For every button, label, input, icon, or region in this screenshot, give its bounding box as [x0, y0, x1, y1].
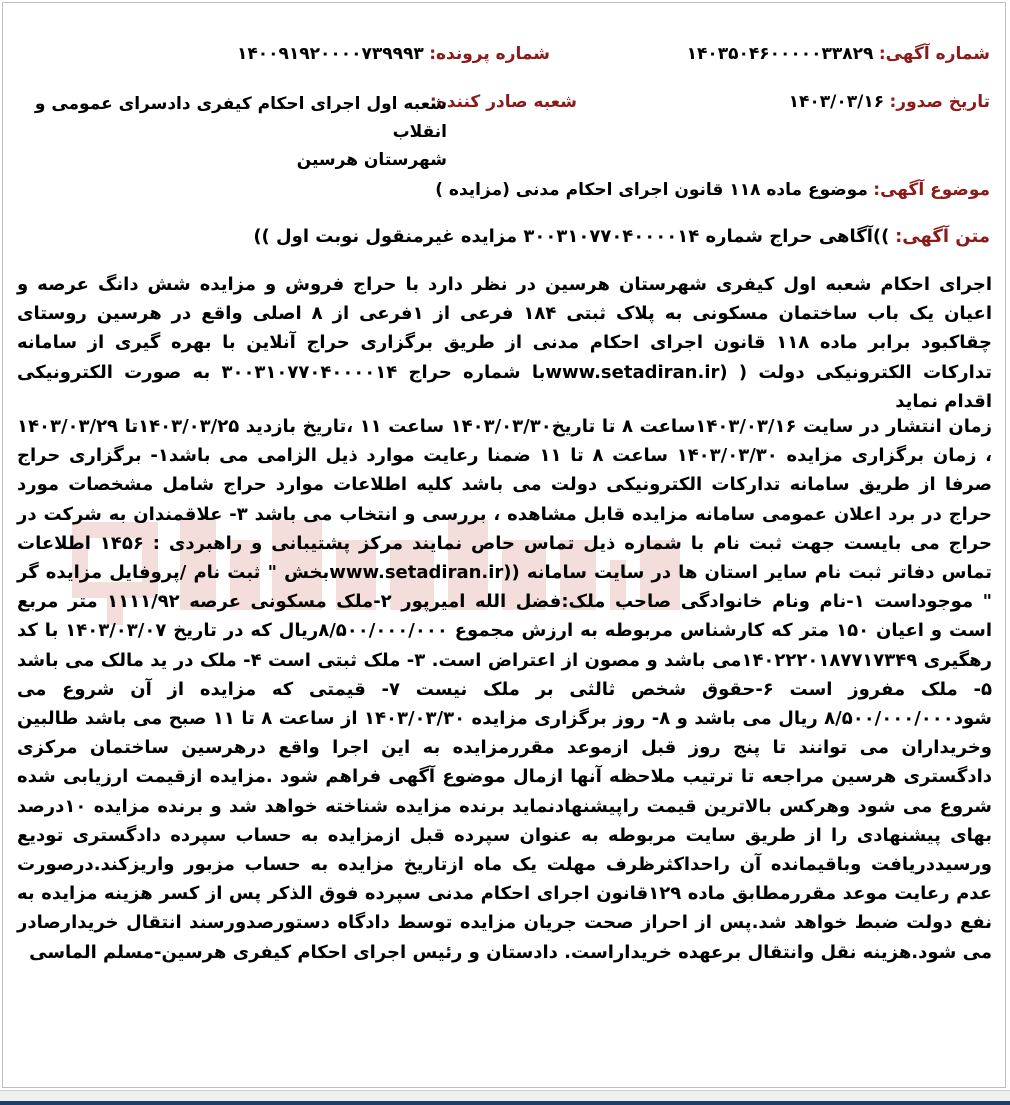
- case-number-label: شماره پرونده:: [429, 44, 550, 64]
- issue-date-field: [789, 92, 990, 112]
- issuer-line-2: شهرستان هرسین: [296, 150, 447, 170]
- issuer-field: [430, 92, 577, 112]
- subject-value: موضوع ماده ۱۱۸ قانون اجرای احکام مدنی (مزایده ): [435, 180, 868, 200]
- ad-number-field: [687, 44, 990, 64]
- ad-number-value: ۱۴۰۳۵۰۴۶۰۰۰۰۰۳۳۸۲۹: [686, 44, 874, 64]
- issuer-line-1: شعبه اول اجرای احکام کیفری دادسرای عمومی و انقلاب: [34, 94, 447, 142]
- case-number-value: ۱۴۰۰۹۱۹۲۰۰۰۰۷۳۹۹۹۳: [237, 44, 424, 64]
- bottom-strip: [0, 1101, 1010, 1105]
- notice-paragraph-1: اجرای احکام شعبه اول کیفری شهرستان هرسین در نظر دارد با حراج فروش و مزایده شش دانگ عرصه و اعیان یک باب ساختمان مسکونی به پلاک ثبتی ۱۸۴ فرعی از ۱فرعی از ۸ اصلی واقع در هرسین روستای چقاکبود برابر ماده ۱۱۸ قانون اجرای احکام مدنی از طریق برگزاری حراج آنلاین با بهره گیری از سامانه تدارکات الکترونیکی دولت ( (www.setadiran.irبا شماره حراج ۳۰۰۳۱۰۷۷۰۴۰۰۰۰۱۴ به صورت الکترونیکی اقدام نماید: [17, 274, 992, 412]
- subject-label: موضوع آگهی:: [873, 180, 990, 200]
- text-title-field: [253, 226, 990, 247]
- subject-field: [435, 180, 990, 200]
- text-title-label: متن آگهی:: [895, 226, 990, 247]
- issue-date-value: ۱۴۰۳/۰۳/۱۶: [788, 92, 885, 112]
- issuer-value: [0, 90, 447, 174]
- bottom-scroll-bar: [0, 1090, 1010, 1105]
- notice-paragraph-2: زمان انتشار در سایت ۱۴۰۳/۰۳/۱۶ساعت ۸ تا تاریخ۱۴۰۳/۰۳/۳۰ ساعت ۱۱ ،تاریخ بازدید ۱۴۰۳/۰۳/۲۵تا ۱۴۰۳/۰۳/۲۹ ، زمان برگزاری مزایده ۱۴۰۳/۰۳/۳۰ ساعت ۸ تا ۱۱ ضمنا رعایت موارد ذیل الزامی می باشد۱- برگزاری حراج صرفا از طریق سامانه تدارکات الکترونیکی دولت می باشد کلیه اطلاعات موارد حراج شامل مشخصات مورد حراج در برد اعلان عمومی سامانه مزایده قابل مشاهده ، بررسی و انتخاب می باشد ۳- علاقمندان به شرکت در حراج می بایست جهت ثبت نام با شماره ذیل تماس حاص نمایند مرکز پشتیبانی و راهبردی : ۱۴۵۶ اطلاعات تماس دفاتر ثبت نام سایر استان ها در سایت سامانه ((www.setadiran.irبخش " ثبت نام /پروفایل مزایده گر " موجوداست ۱-نام ونام خانوادگی صاحب ملک:فضل الله امیرپور ۲-ملک مسکونی عرصه ۱۱۱۱/۹۲ متر مربع است و اعیان ۱۵۰ متر که کارشناس مربوطه به ارزش مجموع ۸/۵۰۰/۰۰۰/۰۰۰ریال که در تاریخ ۱۴۰۳/۰۳/۰۷ با کد رهگیری ۱۴۰۲۲۲۰۱۸۷۷۱۷۳۴۹می باشد و مصون از اعتراض است. ۳- ملک ثبتی است ۴- ملک در ید مالک می باشد ۵- ملک مفروز است ۶-حقوق شخص ثالثی بر ملک نیست ۷- قیمتی که مزایده از آن شروع می شود۸/۵۰۰/۰۰۰/۰۰۰ ریال می باشد و ۸- روز برگزاری مزایده ۱۴۰۳/۰۳/۳۰ از ساعت ۸ تا ۱۱ صبح می باشد طالبین وخریداران می توانند تا پنج روز قبل ازموعد مقررمزایده به این اجرا واقع درهرسین ساختمان مرکزی دادگستری هرسین مراجعه تا ترتیب ملاحظه آنها ازمال موضوع آگهی فراهم شود .مزایده ازقیمت ارزیابی شده شروع می شود وهرکس بالاترین قیمت راپیشنهادنماید برنده مزایده شناخته خواهد شد و برنده مزایده ۱۰درصد بهای پیشنهادی را از طریق سایت مربوطه به عنوان سپرده قبل ازمزایده به حساب سپرده دادگستری تودیع ورسیددریافت وباقیمانده آن راحداکثرظرف مهلت یک ماه ازتاریخ مزایده به حساب مزبور واریزکند.درصورت عدم رعایت موعد مقررمطابق ماده ۱۲۹قانون اجرای احکام مدنی سپرده فوق الذکر پس از کسر هزینه مزایده به نفع دولت ضبط خواهد شد.پس از احراز صحت جریان مزایده توسط دادگاه دستورصدورسند انتقال خریدارصادر می شود.هزینه نقل وانتقال برعهده خریداراست. دادستان و رئیس اجرای احکام کیفری هرسین-مسلم الماسی: [17, 416, 993, 963]
- case-number-field: [237, 44, 550, 64]
- text-title-value: ))آگاهی حراج شماره ۳۰۰۳۱۰۷۷۰۴۰۰۰۰۱۴ مزایده غیرمنقول نوبت اول )): [253, 226, 890, 247]
- ad-number-label: شماره آگهی:: [878, 44, 990, 64]
- issue-date-label: تاریخ صدور:: [889, 92, 990, 112]
- issuer-label: شعبه صادر کننده:: [429, 92, 577, 112]
